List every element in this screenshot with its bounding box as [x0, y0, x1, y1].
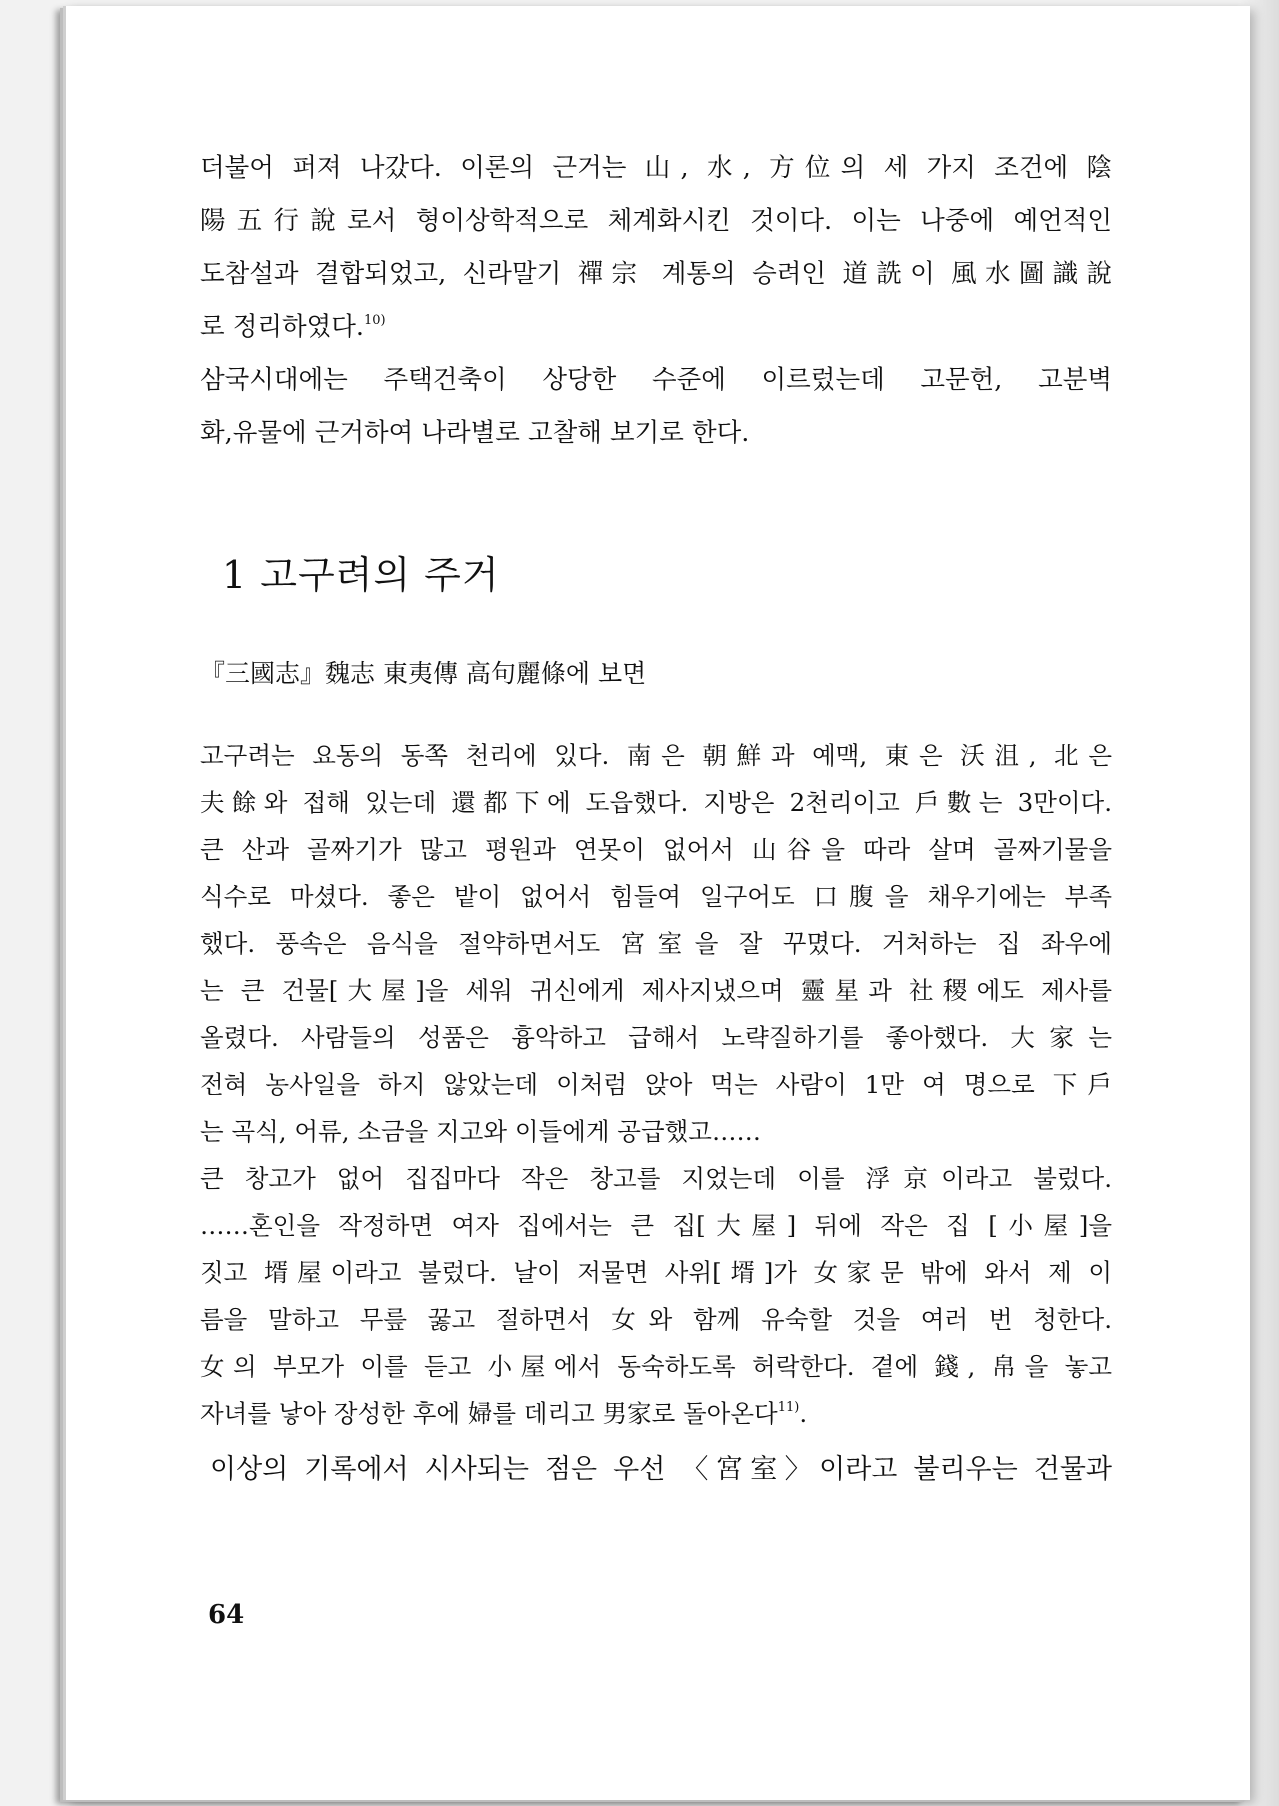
paragraph-1-line-2: 陽五行說로서 형이상학적으로 체계화시킨 것이다. 이는 나중에 예언적인 [200, 206, 1112, 236]
quote-line-15 [200, 1390, 1112, 1437]
quote-line-8: 전혀 농사일을 하지 않았는데 이처럼 앉아 먹는 사람이 1만 여 명으로 下戶 [200, 1070, 1112, 1099]
quote-line-11: ……혼인을 작정하면 여자 집에서는 큰 집[大屋] 뒤에 작은 집 [小屋]을 [200, 1211, 1112, 1240]
quote-line-4: 식수로 마셨다. 좋은 밭이 없어서 힘들여 일구어도 口腹을 채우기에는 부족 [200, 882, 1112, 911]
paragraph-2 [200, 354, 1112, 460]
paragraph-1 [200, 142, 1112, 354]
quote-line-9: 는 곡식, 어류, 소금을 지고와 이들에게 공급했고…… [200, 1117, 761, 1146]
quote-line-13: 름을 말하고 무릎 꿇고 절하면서 女와 함께 유숙할 것을 여러 번 청한다. [200, 1305, 1112, 1334]
quote-line-14: 女의 부모가 이를 듣고 小屋에서 동숙하도록 허락한다. 곁에 錢, 帛을 놓고 [200, 1352, 1112, 1381]
summary-paragraph [210, 1448, 1112, 1492]
quote-line-3: 큰 산과 골짜기가 많고 평원과 연못이 없어서 山谷을 따라 살며 골짜기물을 [200, 835, 1112, 864]
quote-line-7: 올렸다. 사람들의 성품은 흉악하고 급해서 노략질하기를 좋아했다. 大家는 [200, 1023, 1112, 1052]
paragraph-1-line-4 [200, 301, 1112, 354]
quote-line-12: 짓고 壻屋이라고 불렀다. 날이 저물면 사위[壻]가 女家문 밖에 와서 제 이 [200, 1258, 1112, 1287]
paragraph-2-line-2: 화,유물에 근거하여 나라별로 고찰해 보기로 한다. [200, 418, 750, 448]
quote-line-1: 고구려는 요동의 동쪽 천리에 있다. 南은 朝鮮과 예맥, 東은 沃沮, 北은 [200, 741, 1112, 770]
quote-intro: 『三國志』魏志 東夷傳 高句麗條에 보면 [200, 659, 647, 688]
paragraph-2-line-1: 삼국시대에는 주택건축이 상당한 수준에 이르렀는데 고문헌, 고분벽 [200, 365, 1112, 395]
page-number: 64 [208, 1600, 245, 1630]
footnote-ref-11: 11) [777, 1400, 800, 1415]
quote-line-6: 는 큰 건물[大屋]을 세워 귀신에게 제사지냈으며 靈星과 社稷에도 제사를 [200, 976, 1112, 1005]
quote-line-2: 夫餘와 접해 있는데 還都下에 도읍했다. 지방은 2천리이고 戶數는 3만이다. [200, 788, 1112, 817]
quotation-block [200, 732, 1112, 1437]
quote-line-5: 했다. 풍속은 음식을 절약하면서도 宮室을 잘 꾸몄다. 거처하는 집 좌우에 [200, 929, 1112, 958]
section-heading: 1 고구려의 주거 [222, 553, 500, 597]
paragraph-1-line-4-text: 로 정리하였다. [200, 312, 365, 342]
quote-line-15-period: . [799, 1399, 808, 1428]
footnote-ref-10: 10) [364, 313, 386, 328]
quote-line-10: 큰 창고가 없어 집집마다 작은 창고를 지었는데 이를 浮京이라고 불렀다. [200, 1164, 1112, 1193]
paragraph-1-line-1: 더불어 퍼져 나갔다. 이론의 근거는 山, 水, 方位의 세 가지 조건에 陰 [200, 153, 1112, 183]
summary-line-1: 이상의 기록에서 시사되는 점은 우선 〈宮室〉이라고 불리우는 건물과 [210, 1454, 1112, 1485]
paragraph-1-line-3: 도참설과 결합되었고, 신라말기 禪宗 계통의 승려인 道詵이 風水圖識說 [200, 259, 1112, 289]
quote-line-15-text: 자녀를 낳아 장성한 후에 婦를 데리고 男家로 돌아온다 [200, 1399, 778, 1428]
